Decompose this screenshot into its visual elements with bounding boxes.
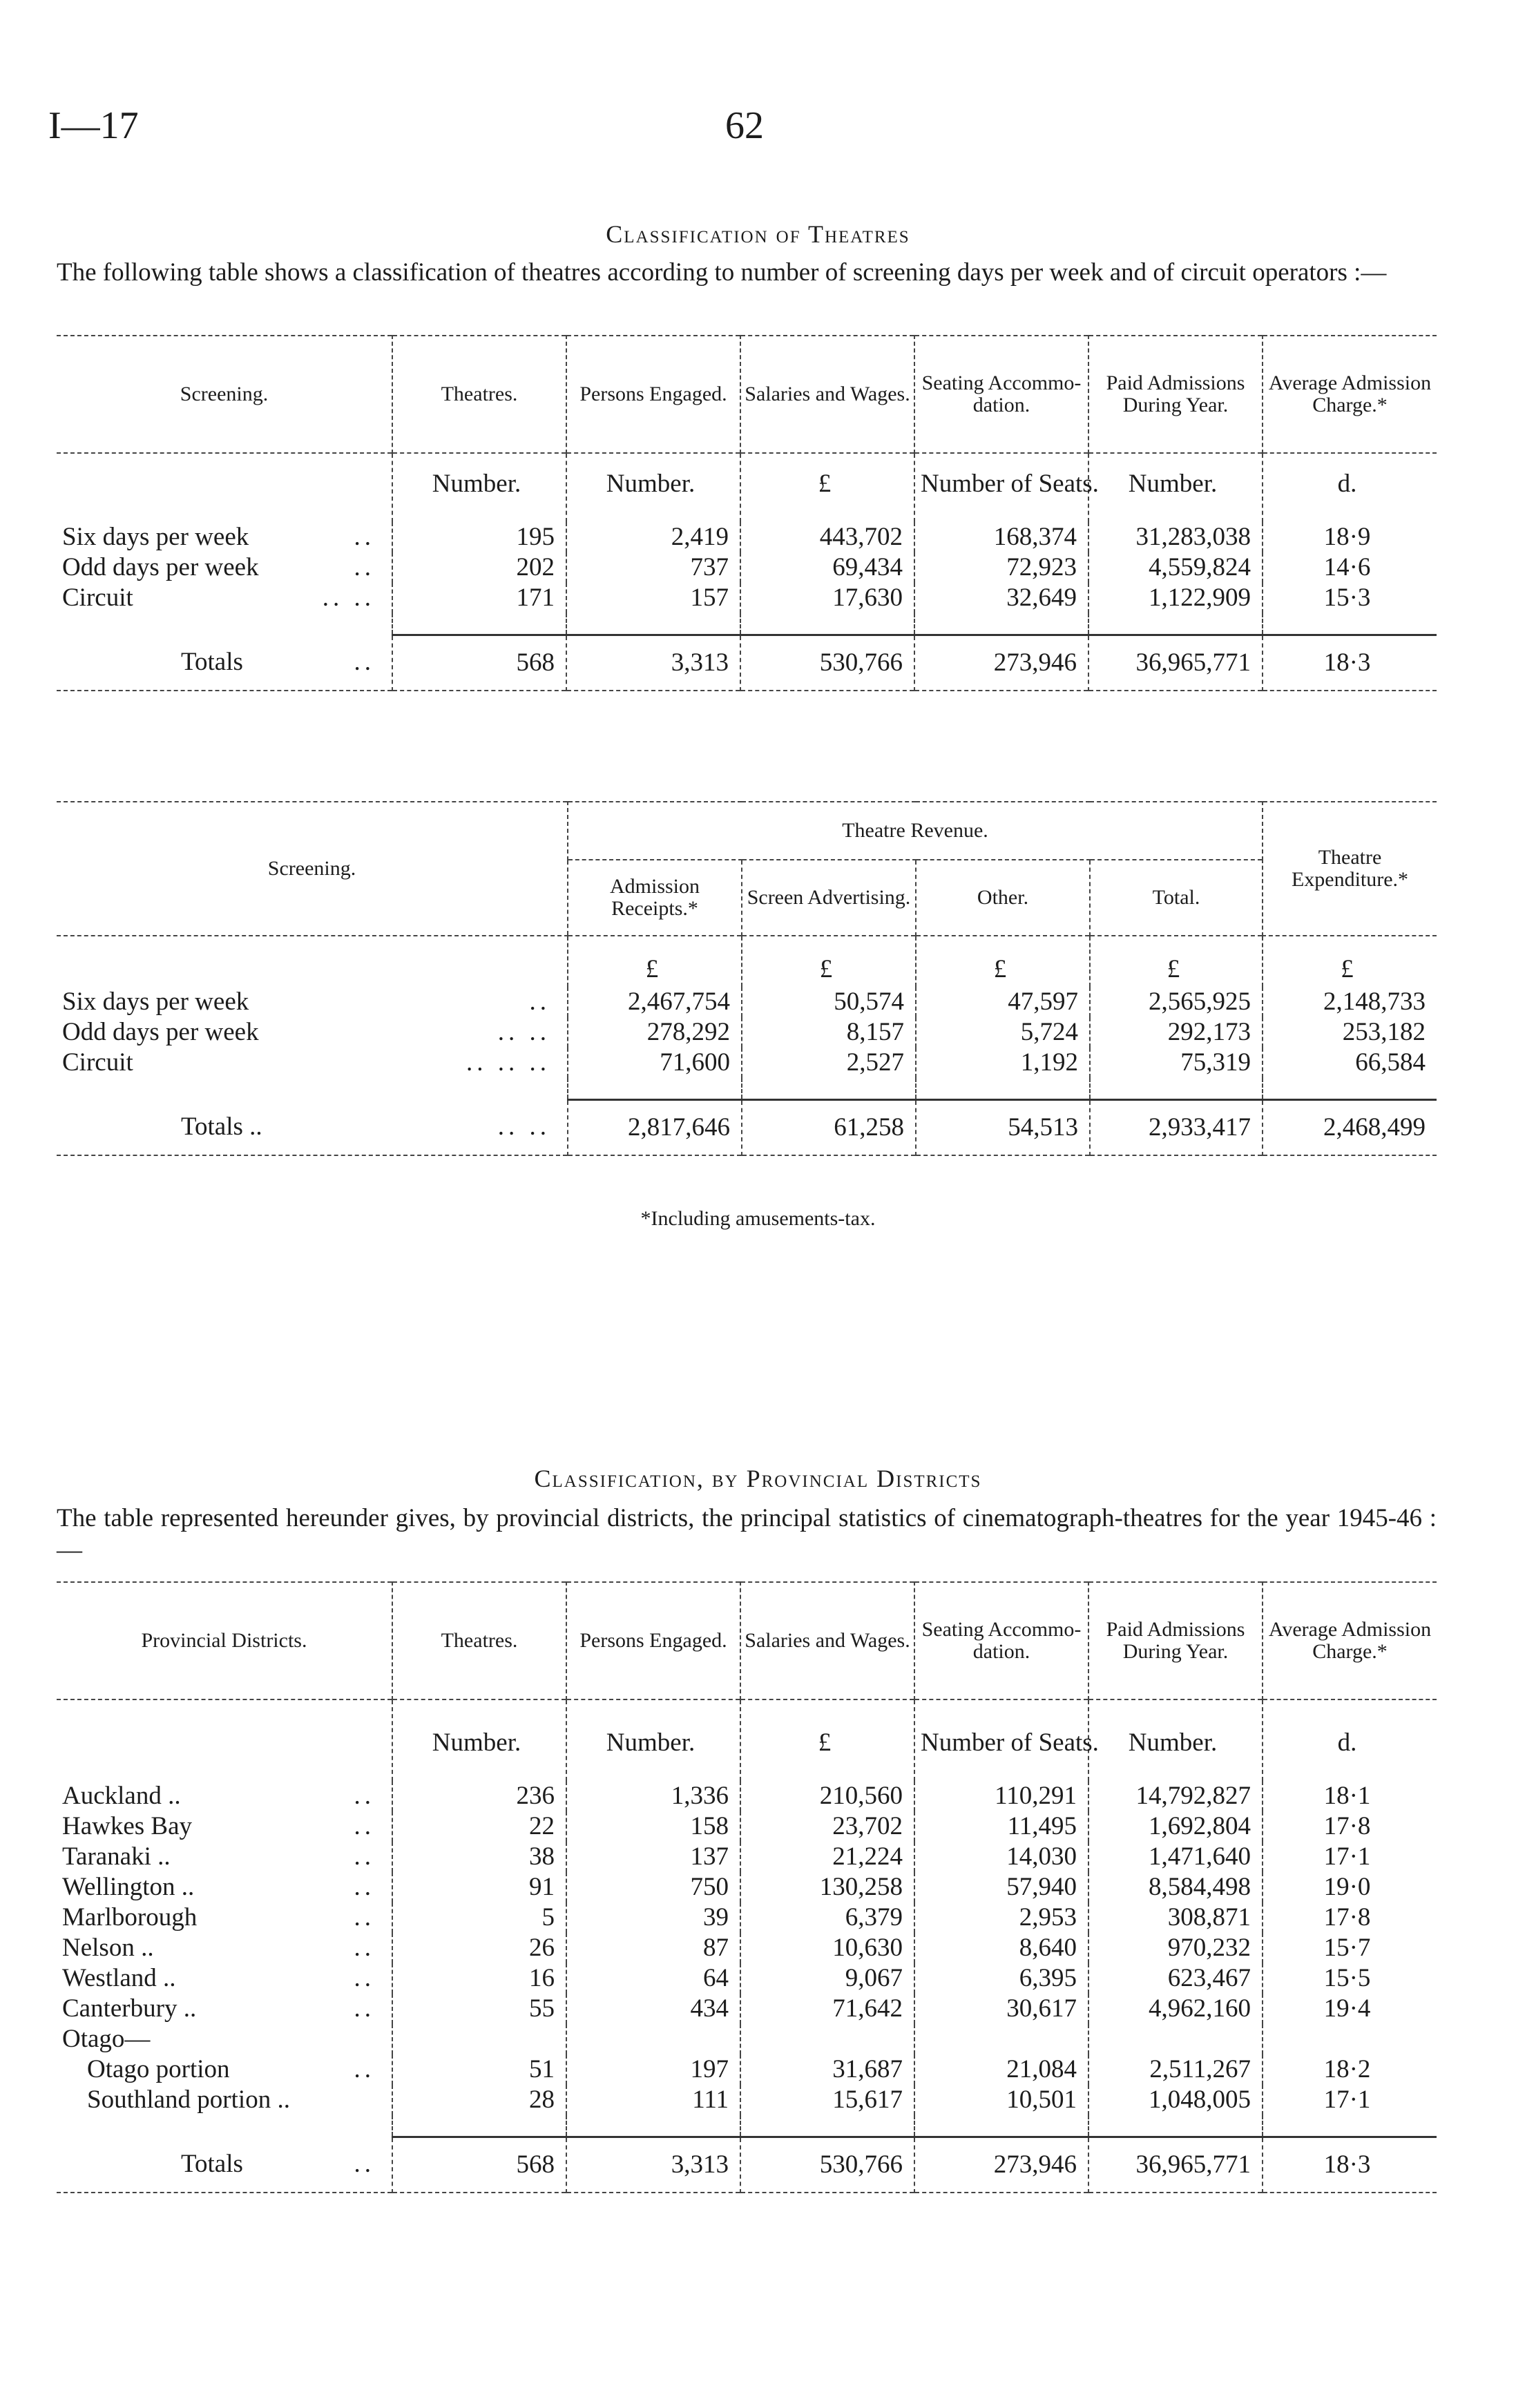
cell: 15·3: [1263, 583, 1437, 613]
section-title-theatres: Classification of Theatres: [606, 220, 910, 248]
row-label: Circuit: [62, 584, 133, 612]
table-row: [57, 1903, 1437, 1933]
cell: 14·6: [1263, 552, 1437, 583]
unit-label: £: [740, 453, 914, 522]
cell: 970,232: [1088, 1933, 1263, 1963]
col-header: Theatres.: [392, 336, 566, 453]
cell: 19·0: [1263, 1872, 1437, 1903]
cell: 2,148,733: [1263, 987, 1437, 1017]
cell: 72,923: [914, 552, 1088, 583]
row-label: Odd days per week: [62, 553, 259, 581]
table-row: [57, 1048, 1437, 1078]
table-row: [57, 1811, 1437, 1842]
cell: 197: [566, 2054, 740, 2085]
cell: 19·4: [1263, 1994, 1437, 2024]
cell: 28: [392, 2085, 566, 2115]
footnote: *Including amusements-tax.: [640, 1207, 876, 1230]
cell: 168,374: [914, 522, 1088, 552]
cell: 443,702: [740, 522, 914, 552]
col-header: Persons Engaged.: [566, 1582, 740, 1699]
totals-label: Totals: [181, 2150, 243, 2178]
cell: 18·9: [1263, 522, 1437, 552]
cell: 18·2: [1263, 2054, 1437, 2085]
col-header: Admission Receipts.*: [568, 860, 742, 936]
unit-label: d.: [1263, 1699, 1437, 1781]
unit-label: Number.: [1088, 453, 1263, 522]
row-label: Auckland ..: [62, 1782, 181, 1810]
cell: 110,291: [914, 1781, 1088, 1811]
cell: 18·3: [1263, 2137, 1437, 2193]
col-header: Provincial Districts.: [141, 1629, 307, 1652]
cell: 23,702: [740, 1811, 914, 1842]
cell: 130,258: [740, 1872, 914, 1903]
row-label-cell: [57, 1963, 392, 1994]
row-label: Odd days per week: [62, 1018, 259, 1046]
cell: 750: [566, 1872, 740, 1903]
cell: 273,946: [914, 2137, 1088, 2193]
row-label-cell: [57, 1933, 392, 1963]
cell: 5: [392, 1903, 566, 1933]
cell: 61,258: [742, 1100, 916, 1155]
leader-dots: .. ..: [497, 1113, 550, 1141]
totals-label: Totals: [181, 648, 243, 676]
leader-dots: ..: [354, 648, 375, 676]
cell: 50,574: [742, 987, 916, 1017]
unit-label: Number of Seats.: [914, 1699, 1088, 1781]
row-label: Six days per week: [62, 988, 249, 1016]
cell: 15·5: [1263, 1963, 1437, 1994]
col-header: Average Admission Charge.*: [1263, 1582, 1437, 1699]
unit-label: £: [1263, 936, 1437, 987]
cell: 17·8: [1263, 1811, 1437, 1842]
section-title-districts: Classification, by Provincial Districts: [534, 1465, 982, 1492]
page-header: [48, 104, 1450, 152]
cell: 30,617: [914, 1994, 1088, 2024]
theatre-revenue-table: [57, 801, 1437, 1156]
cell: 31,687: [740, 2054, 914, 2085]
col-header: Screening.: [57, 802, 568, 936]
cell: 39: [566, 1903, 740, 1933]
cell: 1,471,640: [1088, 1842, 1263, 1872]
table-row: [57, 2085, 1437, 2115]
cell: 69,434: [740, 552, 914, 583]
cell: 273,946: [914, 635, 1088, 691]
leader-dots: .. ..: [322, 584, 375, 612]
cell: 38: [392, 1842, 566, 1872]
row-label-cell: [57, 1903, 392, 1933]
col-header: Paid Admissions During Year.: [1088, 336, 1263, 453]
cell: 2,527: [742, 1048, 916, 1078]
table-row: [57, 1842, 1437, 1872]
cell: 66,584: [1263, 1048, 1437, 1078]
col-header: Salaries and Wages.: [740, 336, 914, 453]
cell: 17·8: [1263, 1903, 1437, 1933]
col-header: Screen Advertising.: [742, 860, 916, 936]
cell: 623,467: [1088, 1963, 1263, 1994]
cell: 15,617: [740, 2085, 914, 2115]
cell: 137: [566, 1842, 740, 1872]
row-label: Canterbury ..: [62, 1994, 197, 2023]
cell: 10,630: [740, 1933, 914, 1963]
cell: 51: [392, 2054, 566, 2085]
leader-dots: ..: [354, 1812, 375, 1840]
cell: 15·7: [1263, 1933, 1437, 1963]
cell: 1,336: [566, 1781, 740, 1811]
cell: 195: [392, 522, 566, 552]
cell: 11,495: [914, 1811, 1088, 1842]
table-row: [57, 1963, 1437, 1994]
page-number: 62: [725, 104, 764, 147]
leader-dots: ..: [354, 1994, 375, 2023]
unit-label: Number.: [1088, 1699, 1263, 1781]
cell: 6,379: [740, 1903, 914, 1933]
leader-dots: ..: [354, 1873, 375, 1901]
unit-label: £: [740, 1699, 914, 1781]
row-label: Westland ..: [62, 1964, 176, 1992]
cell: 91: [392, 1872, 566, 1903]
cell: 1,122,909: [1088, 583, 1263, 613]
cell: 6,395: [914, 1963, 1088, 1994]
cell: 16: [392, 1963, 566, 1994]
col-header: Other.: [916, 860, 1090, 936]
cell: 5,724: [916, 1017, 1090, 1048]
col-header: Paid Admissions During Year.: [1088, 1582, 1263, 1699]
unit-label: Number.: [566, 1699, 740, 1781]
theatres-by-screening-table: [57, 335, 1437, 691]
group-header: Theatre Revenue.: [568, 802, 1263, 860]
cell: 75,319: [1090, 1048, 1263, 1078]
cell: 55: [392, 1994, 566, 2024]
cell: 278,292: [568, 1017, 742, 1048]
cell: 2,953: [914, 1903, 1088, 1933]
cell: 57,940: [914, 1872, 1088, 1903]
cell: 2,419: [566, 522, 740, 552]
cell: 21,084: [914, 2054, 1088, 2085]
provincial-districts-table: [57, 1581, 1437, 2193]
cell: 26: [392, 1933, 566, 1963]
totals-row: [57, 1100, 1437, 1155]
cell: 32,649: [914, 583, 1088, 613]
unit-label: Number of Seats.: [914, 453, 1088, 522]
leader-dots: ..: [529, 988, 550, 1016]
row-label-cell: [57, 1994, 392, 2024]
unit-label: Number.: [566, 453, 740, 522]
leader-dots: .. ..: [497, 1018, 550, 1046]
col-header: Theatre Expenditure.*: [1263, 802, 1437, 936]
totals-row: [57, 2137, 1437, 2193]
cell: 36,965,771: [1088, 635, 1263, 691]
cell: 17,630: [740, 583, 914, 613]
row-label-cell: [57, 2085, 392, 2115]
totals-label: Totals ..: [181, 1113, 262, 1141]
totals-row: [57, 635, 1437, 691]
section-intro-districts: The table represented hereunder gives, by provincial districts, the principal statistics of cinematograph-theatres for the year 1945-46 :—: [57, 1504, 1437, 1564]
cell: 1,192: [916, 1048, 1090, 1078]
cell: 737: [566, 552, 740, 583]
leader-dots: ..: [354, 1934, 375, 1962]
row-label-cell: [57, 2054, 392, 2085]
cell: 530,766: [740, 635, 914, 691]
cell: 14,030: [914, 1842, 1088, 1872]
cell: 14,792,827: [1088, 1781, 1263, 1811]
unit-label: £: [742, 936, 916, 987]
table-row: [57, 583, 1437, 613]
cell: 64: [566, 1963, 740, 1994]
cell: 3,313: [566, 635, 740, 691]
cell: 2,565,925: [1090, 987, 1263, 1017]
row-label: Taranaki ..: [62, 1842, 171, 1871]
cell: 21,224: [740, 1842, 914, 1872]
unit-label: £: [1090, 936, 1263, 987]
leader-dots: ..: [354, 1964, 375, 1992]
table-row: [57, 1872, 1437, 1903]
table-row: [57, 1933, 1437, 1963]
leader-dots: .. .. ..: [466, 1048, 550, 1077]
table-row: [57, 1781, 1437, 1811]
cell: 236: [392, 1781, 566, 1811]
row-label: Otago portion: [87, 2055, 230, 2083]
cell: 568: [392, 2137, 566, 2193]
cell: 434: [566, 1994, 740, 2024]
col-header: Average Admission Charge.*: [1263, 336, 1437, 453]
unit-label: Number.: [392, 453, 566, 522]
table-row: [57, 522, 1437, 552]
col-header: Theatres.: [392, 1582, 566, 1699]
group-row: [57, 2024, 1437, 2054]
cell: 8,157: [742, 1017, 916, 1048]
cell: 31,283,038: [1088, 522, 1263, 552]
leader-dots: ..: [354, 2150, 375, 2178]
cell: 2,933,417: [1090, 1100, 1263, 1155]
leader-dots: ..: [354, 1842, 375, 1871]
cell: 1,692,804: [1088, 1811, 1263, 1842]
table-row: [57, 987, 1437, 1017]
row-label: Nelson ..: [62, 1934, 154, 1962]
cell: 2,511,267: [1088, 2054, 1263, 2085]
section-intro-theatres: The following table shows a classification of theatres according to number of screening days per week and of circuit operators :—: [57, 258, 1387, 287]
cell: 4,962,160: [1088, 1994, 1263, 2024]
unit-label: Number.: [392, 1699, 566, 1781]
cell: 22: [392, 1811, 566, 1842]
cell: 2,467,754: [568, 987, 742, 1017]
cell: 157: [566, 583, 740, 613]
cell: 568: [392, 635, 566, 691]
table-row: [57, 2054, 1437, 2085]
col-header: Total.: [1090, 860, 1263, 936]
cell: 530,766: [740, 2137, 914, 2193]
row-label-cell: [57, 1872, 392, 1903]
cell: 4,559,824: [1088, 552, 1263, 583]
row-label: Six days per week: [62, 523, 249, 551]
row-label-cell: [57, 1811, 392, 1842]
table-row: [57, 1017, 1437, 1048]
cell: 18·1: [1263, 1781, 1437, 1811]
row-label: Circuit: [62, 1048, 133, 1077]
cell: 8,640: [914, 1933, 1088, 1963]
unit-label: £: [568, 936, 742, 987]
cell: 171: [392, 583, 566, 613]
cell: 47,597: [916, 987, 1090, 1017]
leader-dots: ..: [354, 1782, 375, 1810]
cell: 17·1: [1263, 1842, 1437, 1872]
cell: 308,871: [1088, 1903, 1263, 1933]
cell: 111: [566, 2085, 740, 2115]
group-label: Otago—: [62, 2025, 151, 2053]
table-row: [57, 552, 1437, 583]
row-label: Southland portion ..: [87, 2086, 290, 2114]
cell: 253,182: [1263, 1017, 1437, 1048]
row-label-cell: [57, 1781, 392, 1811]
leader-dots: ..: [354, 2055, 375, 2083]
cell: 17·1: [1263, 2085, 1437, 2115]
cell: 3,313: [566, 2137, 740, 2193]
cell: 87: [566, 1933, 740, 1963]
row-label: Marlborough: [62, 1903, 198, 1932]
unit-label: d.: [1263, 453, 1437, 522]
cell: 1,048,005: [1088, 2085, 1263, 2115]
cell: 2,817,646: [568, 1100, 742, 1155]
col-header: Screening.: [180, 383, 269, 405]
cell: 54,513: [916, 1100, 1090, 1155]
cell: 10,501: [914, 2085, 1088, 2115]
row-label: Hawkes Bay: [62, 1812, 193, 1840]
col-header: Seating Accommo-dation.: [914, 1582, 1088, 1699]
cell: 71,600: [568, 1048, 742, 1078]
unit-label: £: [916, 936, 1090, 987]
leader-dots: ..: [354, 553, 375, 581]
cell: 158: [566, 1811, 740, 1842]
page-reference: I—17: [48, 104, 139, 147]
cell: 292,173: [1090, 1017, 1263, 1048]
cell: 18·3: [1263, 635, 1437, 691]
cell: 9,067: [740, 1963, 914, 1994]
cell: 71,642: [740, 1994, 914, 2024]
table-row: [57, 1994, 1437, 2024]
col-header: Salaries and Wages.: [740, 1582, 914, 1699]
cell: 2,468,499: [1263, 1100, 1437, 1155]
cell: 36,965,771: [1088, 2137, 1263, 2193]
row-label-cell: [57, 1842, 392, 1872]
leader-dots: ..: [354, 523, 375, 551]
row-label: Wellington ..: [62, 1873, 195, 1901]
cell: 202: [392, 552, 566, 583]
col-header: Seating Accommo-dation.: [914, 336, 1088, 453]
leader-dots: ..: [354, 1903, 375, 1932]
col-header: Persons Engaged.: [566, 336, 740, 453]
cell: 8,584,498: [1088, 1872, 1263, 1903]
cell: 210,560: [740, 1781, 914, 1811]
